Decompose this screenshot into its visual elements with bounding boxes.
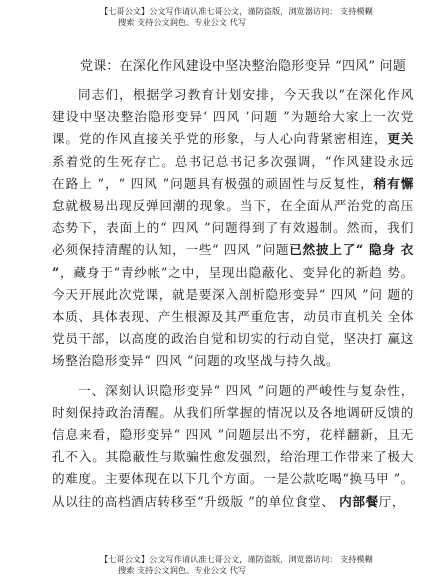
text-run: 系着党的生死存亡。总书记总书记多次强调，“作风建设永远 在路上 ”，“ 四风 ”问题具有极强的顽固性与反复性， <box>52 153 414 191</box>
banner-line-1: 【七哥公文】公文写作请认准七哥公文，谨防盗版，浏览器访问： 支持模糊 <box>100 554 373 564</box>
text-run: 厅， <box>378 493 406 509</box>
document-body <box>52 84 414 513</box>
banner-line-2: 搜索 支持公文润色、专业公文 代写 <box>118 17 247 27</box>
bold-run: 更关 <box>387 131 415 147</box>
watermark-banner-bottom <box>100 554 400 576</box>
banner-line-1: 【七哥公文】公文写作请认准七哥公文，谨防盗版，浏览器访问： 支持模糊 <box>100 6 373 16</box>
text-run: 同志们，根据学习教育计划安排，今天我以“在深化作风建设中坚决整治隐形变异‘ 四风 ’问题 ”为题给大家上一次党 课。党的作风直接关乎党的形象，与人心向背紧密相连， <box>52 87 414 147</box>
watermark-banner-top <box>100 6 400 28</box>
bold-run: 已然披上了“ 隐身 衣 ” <box>52 242 414 280</box>
text-run: 一、深刻认识隐形变异“ 四风 ”问题的严峻性与复杂性，时刻保持政治清醒。从我们所掌握的情况以及各地调研反馈的信息来看，隐形变异“ 四风 ”问题层出不穷，花样翻新，且无孔不入。其隐蔽性与欺骗性愈发强烈，给治理工作带来了极大的难度。主要体现在以下几个方面。一是公款吃喝“换马甲 ”。从以往的高档酒店转移至“升级版 ”的单位食堂、 <box>52 382 414 509</box>
banner-line-2: 搜索 支持公文润色、专业公文 代写 <box>118 565 247 575</box>
bold-run: 稍有懈 <box>373 175 414 191</box>
document-title: 党课：在深化作风建设中坚决整治隐形变异 “四风” 问题 <box>80 59 406 74</box>
text-run: ，藏身于“青纱帐”之中，呈现出隐蔽化、变异化的新趋 势。今天开展此次党课，就是要深入剖析隐形变异“ 四风 ”问 题的本质、具体表现、产生根源及其严重危害，动员市直机关 全体党员干部，以高度的政治自觉和切实的行动自觉，坚决打 赢这场整治隐形变异“ 四风 ”问题的攻坚战与持久战。 <box>52 264 414 369</box>
section-one-paragraph <box>52 380 414 513</box>
opening-paragraph <box>52 84 414 373</box>
text-run: 怠就极易出现反弹回潮的现象。当下，在全面从严治党的高压 态势下，表面上的“ 四风 ”问题得到了有效遏制。然而，我们 必须保持清醒的认知，一些“ 四风 ”问题 <box>52 198 414 258</box>
bold-run: 内部餐 <box>339 493 379 509</box>
